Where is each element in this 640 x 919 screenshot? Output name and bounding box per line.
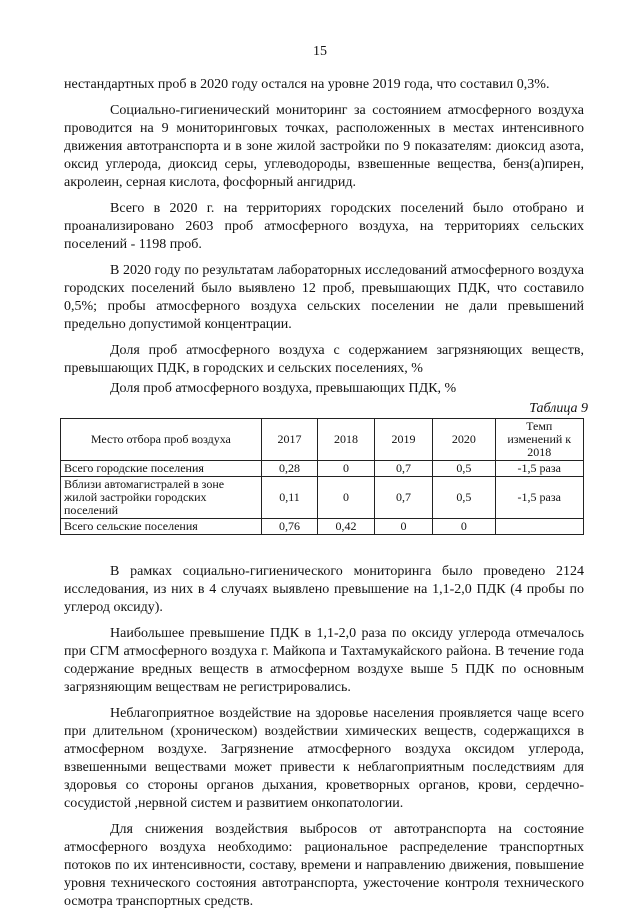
paragraph: Всего в 2020 г. на территориях городских поселений было отобрано и проанализировано 2603 проб атмосферного воздуха, на территориях сельских поселений - 1198 проб. (64, 201, 584, 252)
table-cell: -1,5 раза (495, 461, 584, 477)
paragraph: Неблагоприятное воздействие на здоровье населения проявляется чаще всего при длительном (хроническом) воздействии химических веществ, содержащихся в атмосферном воздухе. Загрязнение атмосферного воздуха оксидом углерода, взвешенными веществами может привести к неблагоприятным последствиям для здоровья со стороны органов дыхания, кроветворных органов, крови, сердечно-сосудистой ,нервной систем и развитием онкопатологии. (64, 706, 584, 811)
paragraph: Доля проб атмосферного воздуха с содержанием загрязняющих веществ, превышающих ПДК, в городских и сельских поселениях, % (64, 343, 584, 376)
table-header-cell: 2020 (433, 419, 495, 461)
table-cell: Всего сельские поселения (61, 519, 262, 535)
table-cell: 0,28 (261, 461, 317, 477)
table-cell: 0 (374, 519, 432, 535)
table-cell: 0 (433, 519, 495, 535)
table-header-cell: Темп изменений к 2018 (495, 419, 584, 461)
table-cell: 0,7 (374, 461, 432, 477)
paragraph: нестандартных проб в 2020 году остался на уровне 2019 года, что составил 0,3%. (64, 77, 550, 92)
paragraph: Наибольшее превышение ПДК в 1,1-2,0 раза по оксиду углерода отмечалось при СГМ атмосферного воздуха г. Майкопа и Тахтамукайского района. В течение года содержание вредных веществ в атмосферном воздухе выше 5 ПДК по основным загрязняющим веществам не регистрировались. (64, 626, 584, 695)
table-caption: Таблица 9 (529, 401, 588, 416)
table-cell: 0,5 (433, 461, 495, 477)
table-cell: 0 (318, 461, 374, 477)
table-header-cell: Место отбора проб воздуха (61, 419, 262, 461)
data-table (60, 418, 584, 535)
table-cell: Вблизи автомагистралей в зоне жилой застройки городских поселений (61, 477, 262, 519)
table-cell: 0 (318, 477, 374, 519)
paragraph: Для снижения воздействия выбросов от автотранспорта на состояние атмосферного воздуха необходимо: рациональное распределение транспортных потоков по их интенсивности, составу, времени и направлению движения, повышение уровня технического состояния автотранспорта, ужесточение контроля технического осмотра транспортных средств. (64, 822, 584, 909)
table-cell: -1,5 раза (495, 477, 584, 519)
table-row (61, 477, 584, 519)
page-number: 15 (313, 44, 327, 59)
table-cell: 0,5 (433, 477, 495, 519)
paragraph: В рамках социально-гигиенического мониторинга было проведено 2124 исследования, из них в 4 случаях выявлено превышение на 1,1-2,0 ПДК (4 пробы по углерод оксиду). (64, 564, 584, 615)
table-header-cell: 2018 (318, 419, 374, 461)
table-row (61, 519, 584, 535)
table-cell (495, 519, 584, 535)
table-title: Доля проб атмосферного воздуха, превышающих ПДК, % (110, 381, 457, 396)
table-cell: Всего городские поселения (61, 461, 262, 477)
table-header-cell: 2017 (261, 419, 317, 461)
table-cell: 0,7 (374, 477, 432, 519)
table-cell: 0,11 (261, 477, 317, 519)
table-cell: 0,76 (261, 519, 317, 535)
table-row (61, 461, 584, 477)
table-cell: 0,42 (318, 519, 374, 535)
table-header-row (61, 419, 584, 461)
document-body (64, 76, 588, 919)
paragraph: В 2020 году по результатам лабораторных исследований атмосферного воздуха городских поселений было выявлено 12 проб, превышающих ПДК, что составило 0,5%; пробы атмосферного воздуха сельских поселении не дали превышений предельно допустимой концентрации. (64, 263, 584, 332)
paragraph: Социально-гигиенический мониторинг за состоянием атмосферного воздуха проводится на 9 мониторинговых точках, расположенных в местах интенсивного движения автотранспорта и в зоне жилой застройки по 9 показателям: диоксид азота, оксид углерода, диоксид серы, углеводороды, взвешенные вещества, бенз(а)пирен, акролеин, серная кислота, фосфорный ангидрид. (64, 103, 584, 190)
table-header-cell: 2019 (374, 419, 432, 461)
